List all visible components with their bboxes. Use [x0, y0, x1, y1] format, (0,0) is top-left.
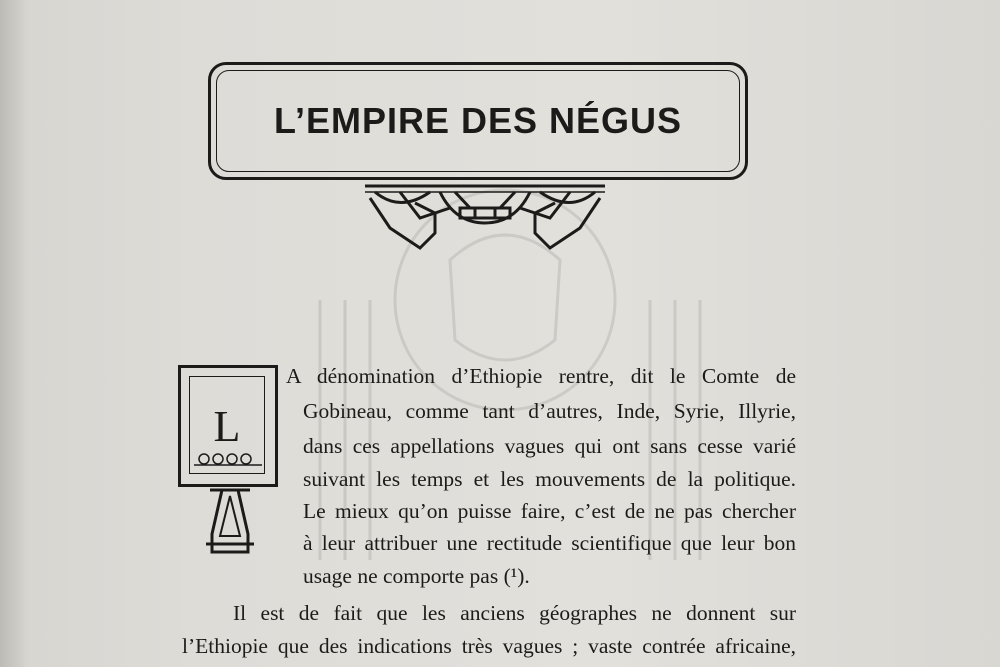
chapter-title: L’EMPIRE DES NÉGUS	[273, 100, 683, 141]
paragraph-1-line-2: Gobineau, comme tant d’autres, Inde, Syrie, Illyrie,	[303, 399, 796, 423]
drop-cap-inner-frame	[189, 376, 265, 474]
title-frame	[208, 62, 748, 180]
paragraph-1-line-6: à leur attribuer une rectitude scientifique que leur bon	[303, 531, 796, 555]
paragraph-1-line-4: suivant les temps et les mouvements de la politique.	[303, 467, 796, 491]
paragraph-2-line-2: l’Ethiopie que des indications très vagues ; vaste contrée africaine,	[182, 634, 796, 658]
drop-cap-letter: L	[213, 402, 241, 451]
paragraph-1-line-3: dans ces appellations vagues qui ont sans cesse varié	[303, 434, 796, 458]
paragraph-1-line-7: usage ne comporte pas (¹).	[303, 564, 530, 588]
title-ornament	[360, 178, 610, 253]
drop-cap-frame	[178, 365, 278, 487]
drop-cap-stand-ornament	[204, 486, 256, 556]
paragraph-2-line-1: Il est de fait que les anciens géographes ne donnent sur	[233, 601, 796, 625]
drop-cap-border-pattern	[190, 449, 266, 469]
paragraph-1-line-5: Le mieux qu’on puisse faire, c’est de ne pas chercher	[303, 499, 796, 523]
page-edge	[0, 0, 24, 667]
paragraph-1-line-1: A dénomination d’Ethiopie rentre, dit le Comte de	[286, 364, 796, 388]
